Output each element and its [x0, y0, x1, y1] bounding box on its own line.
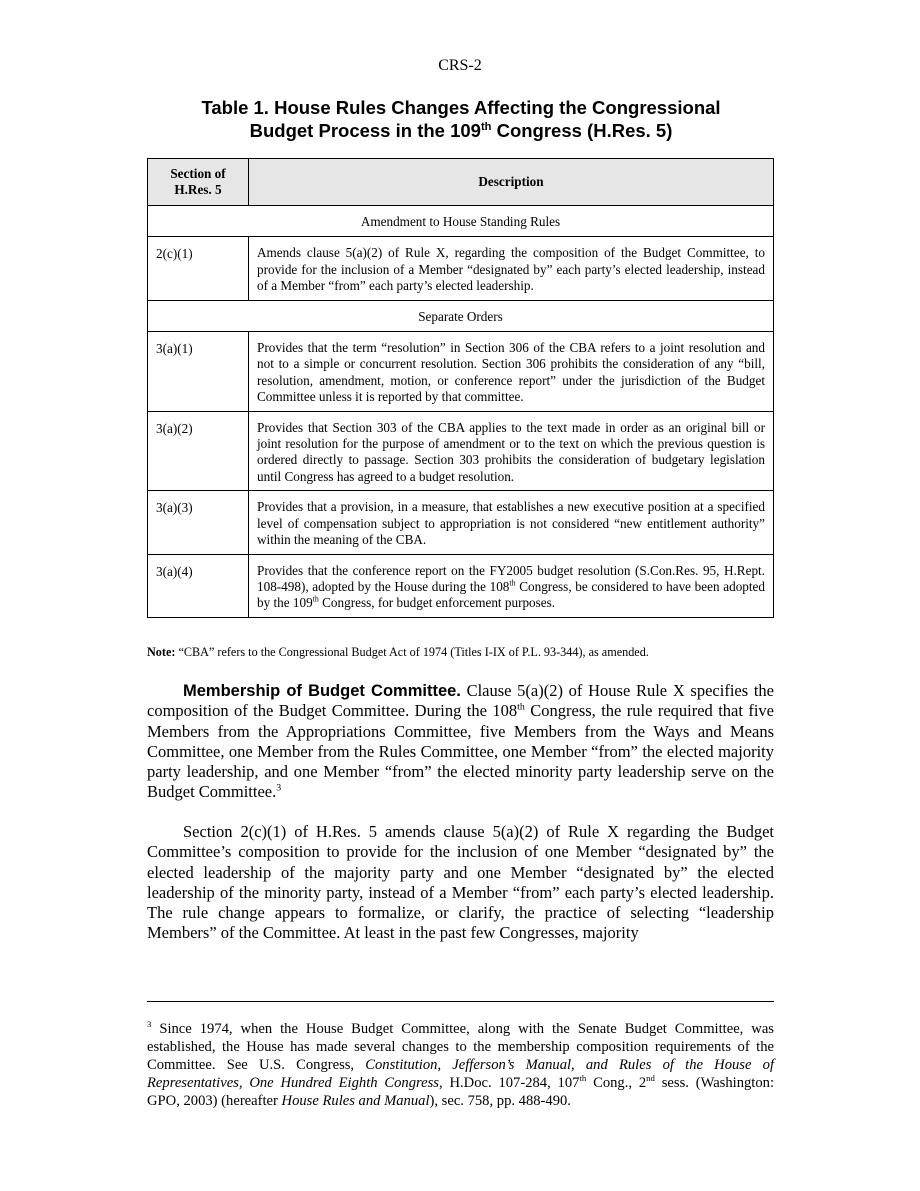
table-title: [148, 96, 774, 142]
group-label: Amendment to House Standing Rules: [148, 206, 774, 237]
description-cell: Provides that Section 303 of the CBA applies to the text made in order as an original bill or joint resolution for the purpose of amendment or to the text on which the previous question is ordered directly to passage. Section 303 prohibits the consideration of budgetary legislation until Congress has agreed to a budget resolution.: [249, 411, 774, 491]
superscript: th: [579, 1073, 587, 1084]
table-title-line1: Table 1. House Rules Changes Affecting the Congressional: [201, 97, 721, 118]
table-title-line2-start: Budget Process in the 109: [249, 120, 481, 141]
citation-short-title: House Rules and Manual: [281, 1093, 430, 1109]
column-header-section: Section of H.Res. 5: [148, 159, 249, 206]
group-row-standing-rules: [148, 206, 774, 237]
column-header-description: Description: [249, 159, 774, 206]
run-in-heading: Membership of Budget Committee.: [183, 682, 461, 700]
section-cell: 2(c)(1): [148, 237, 249, 300]
page-number-label: CRS-2: [438, 57, 482, 74]
superscript: th: [312, 594, 319, 604]
table-note: [147, 645, 774, 660]
paragraph-membership: Membership of Budget Committee. Clause 5(a)(2) of House Rule X specifies the composition of the Budget Committee. During the 108th Congress, the rule required that five Members from the Appropriations Committee, five Members from the Ways and Means Committee, one Member from the Rules Committee, one Member “from” the elected majority party leadership, and one Member “from” the elected minority party leadership serve on the Budget Committee.$^3$: [147, 681, 775, 802]
note-label: Note:: [147, 645, 176, 659]
superscript: th: [480, 120, 492, 133]
group-row-separate-orders: [148, 300, 774, 331]
section-cell: 3(a)(2): [148, 411, 249, 491]
table-row: [148, 237, 774, 300]
footnote-reference[interactable]: 3: [276, 782, 282, 794]
group-label: Separate Orders: [148, 300, 774, 331]
footnote: $^3$ Since 1974, when the House Budget Committee, along with the Senate Budget Committee, was established, the House has made several changes to the membership composition requirements of the Committee. See U.S. Congress, Constitution, Jefferson’s Manual, and Rules of the House of Representatives, One Hundred Eighth Congress, H.Doc. 107-284, 107th Cong., 2nd sess. (Washington: GPO, 2003) (hereafter House Rules and Manual), sec. 758, pp. 488-490.: [147, 1019, 774, 1109]
table-row: [148, 332, 774, 412]
table-row: [148, 554, 774, 617]
table-row: [148, 411, 774, 491]
description-cell: Provides that the term “resolution” in Section 306 of the CBA refers to a joint resolution and not to a simple or concurrent resolution. Section 306 prohibits the consideration of any “bill, resolution, amendment, motion, or conference report” under the jurisdiction of the Budget Committee unless it is reported by that committee.: [249, 332, 774, 412]
citation-title: Constitution, Jefferson’s Manual, and Rules of the House of Representatives, One Hundred Eighth Congress: [147, 1057, 774, 1091]
paragraph-section-2c1: Section 2(c)(1) of H.Res. 5 amends clause 5(a)(2) of Rule X regarding the Budget Committee’s composition to provide for the inclusion of one Member “designated by” the elected leadership of the majority party and one Member “designated by” the elected leadership of the minority party, instead of a Member “from” each party’s elected leadership. The rule change appears to formalize, or clarify, the practice of selecting “leadership Members” of the Committee. At least in the past few Congresses, majority: [147, 822, 774, 943]
superscript: th: [517, 701, 525, 713]
description-cell: Provides that the conference report on the FY2005 budget resolution (S.Con.Res. 95, H.Rept. 108-498), adopted by the House during the 108th Congress, be considered to have been adopted by the 109th Congress, for budget enforcement purposes.: [249, 554, 774, 617]
table-title-line2-end: Congress (H.Res. 5): [491, 120, 673, 141]
superscript: th: [509, 578, 516, 588]
section-cell: 3(a)(4): [148, 554, 249, 617]
section-cell: 3(a)(1): [148, 332, 249, 412]
superscript: nd: [646, 1073, 655, 1084]
table-row: [148, 491, 774, 554]
note-text: “CBA” refers to the Congressional Budget Act of 1974 (Titles I-IX of P.L. 93-344), as amended.: [175, 645, 649, 659]
section-cell: 3(a)(3): [148, 491, 249, 554]
description-cell: Provides that a provision, in a measure, that establishes a new executive position at a specified level of compensation subject to appropriation is not considered “new entitlement authority” within the meaning of the CBA.: [249, 491, 774, 554]
rules-changes-table: [147, 158, 774, 618]
footnote-divider: [147, 1001, 774, 1002]
footnote-marker: 3: [147, 1019, 152, 1030]
table-header-row: [148, 159, 774, 206]
description-cell: Amends clause 5(a)(2) of Rule X, regarding the composition of the Budget Committee, to provide for the inclusion of a Member “designated by” each party’s elected leadership, instead of a Member “from” each party’s elected leadership.: [249, 237, 774, 300]
